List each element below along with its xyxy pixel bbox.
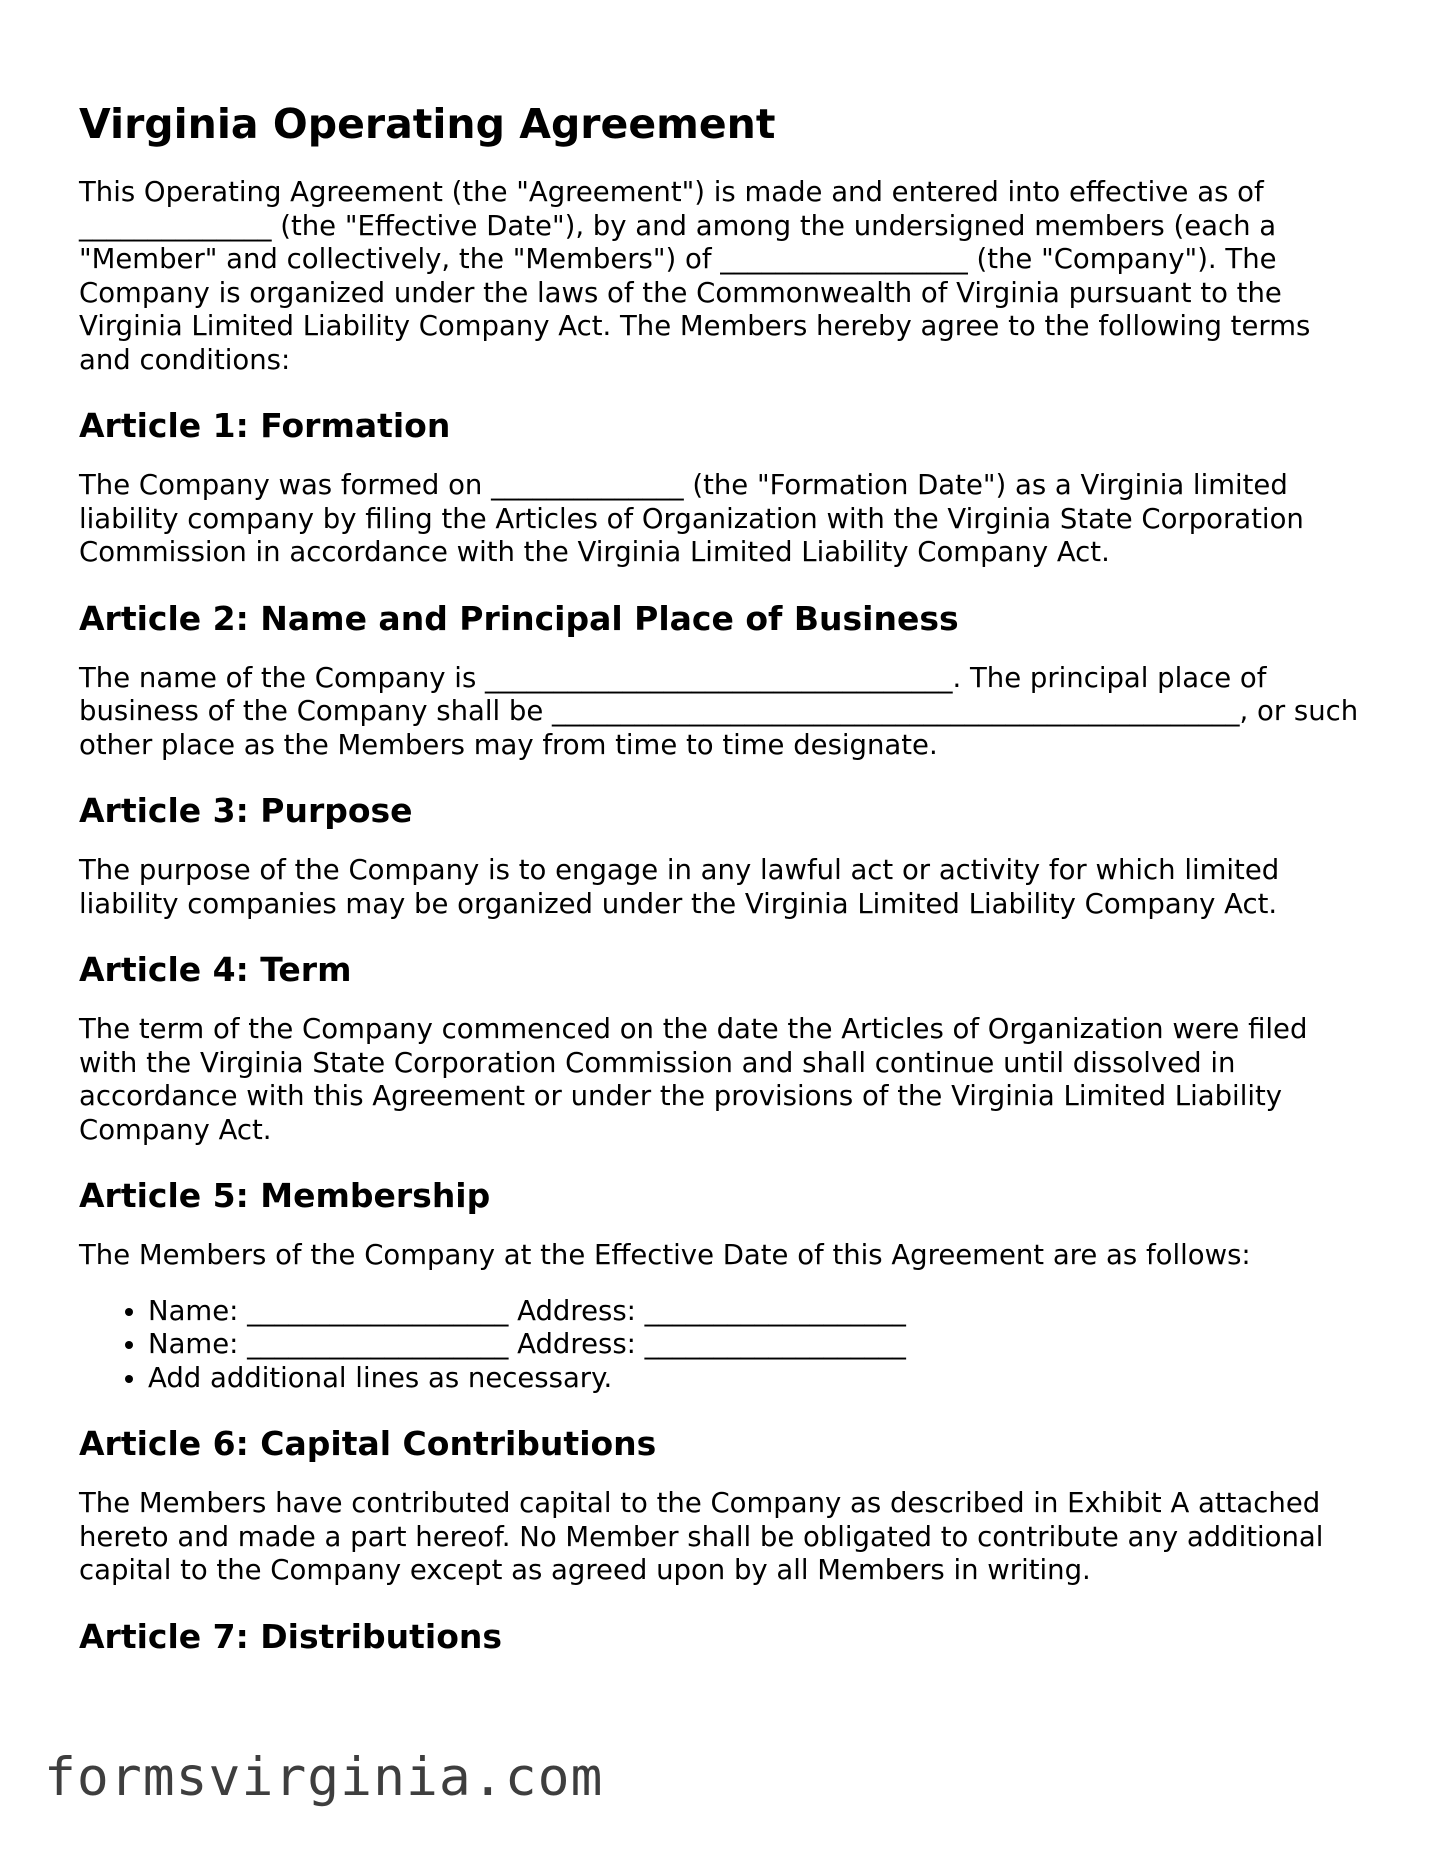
article-heading: Article 7: Distributions	[79, 1616, 503, 1656]
watermark-text: formsvirginia.com	[44, 1747, 604, 1808]
article-body: The Members have contributed capital to the Company as described in Exhibit A attached hereto and made a part hereof. No Member shall be obligated to contribute any additional capital to the Company except as agreed upon by all Members in writing.	[79, 1487, 1324, 1586]
article-body: The name of the Company is __________________________________. The principal place of business of the Company shall be __________________________________________________, or such other place as the Members may from time to time designate.	[79, 661, 1359, 761]
article-heading: Article 3: Purpose	[79, 791, 413, 830]
article-body: The purpose of the Company is to engage in any lawful act or activity for which limited liability companies may be organized under the Virginia Limited Liability Company Act.	[79, 854, 1280, 920]
document-title: Virginia Operating Agreement	[79, 100, 776, 148]
article-2	[79, 598, 1359, 763]
article-heading: Article 6: Capital Contributions	[79, 1424, 657, 1463]
article-heading: Article 2: Name and Principal Place of Business	[79, 598, 959, 638]
members-list	[79, 1295, 1359, 1396]
article-1	[79, 405, 1359, 570]
article-5	[79, 1175, 1359, 1395]
article-7	[79, 1616, 1359, 1658]
list-item: • Name: ___________________ Address: ___________________	[148, 1295, 1359, 1329]
article-heading: Article 4: Term	[79, 950, 352, 989]
intro-paragraph: This Operating Agreement (the "Agreement") is made and entered into effective as of ______________ (the "Effective Date"), by and among the undersigned members (each a "Member" and collectively, the "Members") of __________________ (the "Company"). The Company is organized under the laws of the Commonwealth of Virginia pursuant to the Virginia Limited Liability Company Act. The Members hereby agree to the following terms and conditions:	[79, 176, 1311, 376]
article-body: The Members of the Company at the Effective Date of this Agreement are as follows:	[79, 1239, 1251, 1271]
article-body: The Company was formed on ______________ (the "Formation Date") as a Virginia limited liability company by filing the Articles of Organization with the Virginia State Corporation Commission in accordance with the Virginia Limited Liability Company Act.	[79, 469, 1304, 568]
article-heading: Article 5: Membership	[79, 1176, 491, 1215]
list-item: • Add additional lines as necessary.	[148, 1362, 1359, 1396]
article-4	[79, 949, 1359, 1147]
article-heading: Article 1: Formation	[79, 406, 451, 445]
article-6	[79, 1423, 1359, 1588]
document-page	[79, 96, 1359, 1680]
list-item: • Name: ___________________ Address: ___________________	[148, 1328, 1359, 1362]
article-3	[79, 790, 1359, 921]
article-body: The term of the Company commenced on the date the Articles of Organization were filed with the Virginia State Corporation Commission and shall continue until dissolved in accordance with this Agreement or under the provisions of the Virginia Limited Liability Company Act.	[79, 1013, 1308, 1146]
